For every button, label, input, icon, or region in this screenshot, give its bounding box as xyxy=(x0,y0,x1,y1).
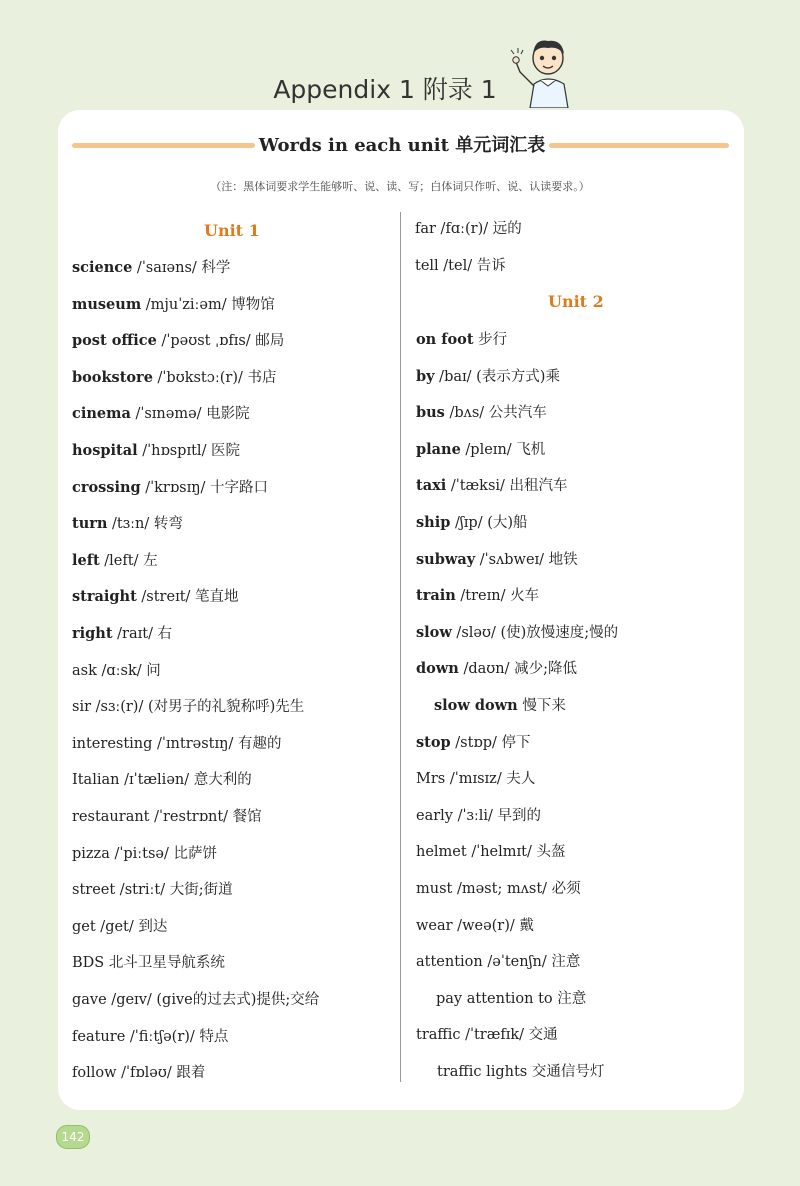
vocab-definition: /ʃɪp/ (大)船 xyxy=(450,515,528,531)
vocab-word: must xyxy=(416,881,453,897)
vocab-word: Mrs xyxy=(416,771,446,788)
vocab-entry xyxy=(416,477,568,495)
vocab-definition: /ˈfiːtʃə(r)/ 特点 xyxy=(125,1028,229,1045)
vocab-definition: /əˈtenʃn/ 注意 xyxy=(482,954,581,971)
vocab-word: plane xyxy=(416,440,461,458)
vocab-entry xyxy=(416,843,565,861)
vocab-entry xyxy=(415,257,506,275)
vocab-word: early xyxy=(416,807,453,824)
vocab-definition: /ˈhelmɪt/ 头盔 xyxy=(466,844,566,861)
vocab-word: bookstore xyxy=(72,368,153,386)
vocab-word: museum xyxy=(72,295,142,313)
vocab-definition: /geɪv/ (give的过去式)提供;交给 xyxy=(106,992,320,1008)
vocab-word: get xyxy=(72,918,96,935)
vocab-entry xyxy=(416,587,539,605)
vocab-definition: /ˈɪntrəstɪŋ/ 有趣的 xyxy=(152,735,282,752)
vocab-definition: /tɜːn/ 转弯 xyxy=(107,516,183,533)
vocab-definition: /get/ 到达 xyxy=(95,918,168,935)
vocab-definition: /ˈɜːli/ 早到的 xyxy=(453,807,542,824)
vocab-word: traffic lights xyxy=(437,1064,528,1080)
vocab-entry xyxy=(416,770,535,788)
unit-heading: Unit 1 xyxy=(204,221,260,240)
vocab-definition: /tel/ 告诉 xyxy=(438,258,506,274)
vocab-word: far xyxy=(415,221,436,237)
vocab-entry xyxy=(437,1063,604,1081)
vocab-definition: 注意 xyxy=(552,990,587,1007)
vocab-word: straight xyxy=(72,588,137,606)
vocab-definition: /məst; mʌst/ 必须 xyxy=(452,881,581,897)
vocab-definition: /ˈsaɪəns/ 科学 xyxy=(132,260,231,276)
vocab-definition: 慢下来 xyxy=(517,698,566,714)
vocab-word: slow xyxy=(416,623,452,641)
section-title: Words in each unit 单元词汇表 xyxy=(258,135,546,156)
vocab-entry xyxy=(416,624,618,642)
vocab-word: down xyxy=(416,660,459,678)
vocab-entry xyxy=(416,880,581,898)
vocab-definition: /fɑː(r)/ 远的 xyxy=(435,221,522,237)
vocab-entry xyxy=(416,368,560,386)
vocab-word: traffic xyxy=(416,1027,461,1044)
page-title: Appendix 1 附录 1 xyxy=(273,75,497,104)
vocab-definition: /ˈpəʊst ˌɒfɪs/ 邮局 xyxy=(156,333,285,350)
vocab-word: pizza xyxy=(72,845,110,862)
vocab-word: wear xyxy=(416,917,453,934)
vocab-entry xyxy=(416,953,580,971)
vocab-definition: /ɪˈtæliən/ 意大利的 xyxy=(119,772,252,789)
vocab-definition: /sləʊ/ (使)放慢速度;慢的 xyxy=(451,624,619,641)
vocab-definition: /sɜː(r)/ (对男子的礼貌称呼)先生 xyxy=(91,699,305,716)
vocab-definition: /ˈtæksi/ 出租汽车 xyxy=(446,478,568,495)
vocab-word: slow down xyxy=(434,697,518,714)
vocab-entry xyxy=(416,514,528,532)
vocab-definition: /ˈrestrɒnt/ 餐馆 xyxy=(149,809,262,825)
vocab-definition: /stɒp/ 停下 xyxy=(450,734,531,751)
vocab-entry xyxy=(415,220,522,238)
vocab-definition: /ˈsʌbweɪ/ 地铁 xyxy=(475,551,578,568)
vocab-entry xyxy=(416,551,578,569)
vocab-word: turn xyxy=(72,515,108,533)
vocab-word: attention xyxy=(416,954,483,971)
vocab-word: pay attention to xyxy=(436,990,553,1007)
vocab-definition: /ˈbʊkstɔː(r)/ 书店 xyxy=(152,369,277,386)
vocab-word: follow xyxy=(72,1065,117,1082)
vocab-word: ship xyxy=(416,514,451,531)
vocab-word: Italian xyxy=(72,772,120,789)
vocab-definition: /ˈfɒləʊ/ 跟着 xyxy=(116,1065,206,1082)
vocab-entry xyxy=(416,660,577,678)
vocab-word: train xyxy=(416,587,456,605)
vocab-word: hospital xyxy=(72,442,138,459)
vocab-definition: /ˈsɪnəmə/ 电影院 xyxy=(130,406,250,423)
vocab-word: stop xyxy=(416,733,451,751)
vocab-word: by xyxy=(416,367,435,385)
unit-heading: Unit 2 xyxy=(548,292,604,311)
vocab-definition: /mjuˈziːəm/ 博物馆 xyxy=(141,296,275,313)
vocab-word: BDS xyxy=(72,955,105,972)
vocab-word: cinema xyxy=(72,405,131,423)
vocab-word: bus xyxy=(416,404,445,422)
vocab-word: tell xyxy=(415,258,439,274)
vocab-word: post office xyxy=(72,332,157,350)
vocab-word: gave xyxy=(72,992,107,1008)
vocab-entry xyxy=(436,990,586,1008)
vocab-definition: /ˈtræfɪk/ 交通 xyxy=(460,1027,558,1044)
vocab-definition: /raɪt/ 右 xyxy=(112,626,173,642)
vocab-definition: /ˈhɒspɪtl/ 医院 xyxy=(137,443,241,459)
vocab-definition: /weə(r)/ 戴 xyxy=(452,917,534,934)
vocab-definition: /treɪn/ 火车 xyxy=(455,588,540,605)
vocab-word: feature xyxy=(72,1028,126,1045)
vocab-entry xyxy=(416,331,507,349)
vocab-entry xyxy=(434,697,566,715)
vocab-entry xyxy=(416,807,541,825)
vocab-definition: /daʊn/ 减少;降低 xyxy=(458,661,577,678)
vocab-definition: /baɪ/ (表示方式)乘 xyxy=(434,368,560,385)
vocab-entry xyxy=(416,734,531,752)
vocab-definition: 北斗卫星导航系统 xyxy=(104,955,225,972)
vocab-definition: /ˈmɪsɪz/ 夫人 xyxy=(445,771,536,788)
vocab-word: street xyxy=(72,882,116,899)
vocab-entry xyxy=(416,1026,558,1044)
vocab-word: restaurant xyxy=(72,809,150,825)
vocab-entry xyxy=(416,404,547,422)
vocab-definition: /pleɪn/ 飞机 xyxy=(460,441,546,458)
vocab-definition: /ˈpiːtsə/ 比萨饼 xyxy=(109,845,217,862)
vocab-word: helmet xyxy=(416,844,467,861)
vocab-word: right xyxy=(72,625,113,642)
vocab-definition: /ˈkrɒsɪŋ/ 十字路口 xyxy=(140,479,269,496)
vocab-definition: /ɑːsk/ 问 xyxy=(96,662,161,679)
vocab-word: subway xyxy=(416,550,476,568)
vocab-word: ask xyxy=(72,662,97,679)
vocab-definition: /streɪt/ 笔直地 xyxy=(136,589,239,606)
vocab-word: taxi xyxy=(416,477,447,495)
vocab-entry xyxy=(416,917,534,935)
vocab-word: interesting xyxy=(72,735,153,752)
vocab-definition: 交通信号灯 xyxy=(527,1064,605,1080)
usage-note: （注：黑体词要求学生能够听、说、读、写；白体词只作听、说、认读要求。） xyxy=(210,180,590,193)
page-number: 142 xyxy=(56,1125,90,1149)
vocab-word: crossing xyxy=(72,478,141,496)
vocab-definition: 步行 xyxy=(473,332,508,348)
vocab-word: science xyxy=(72,259,133,276)
vocab-definition: /striːt/ 大街;街道 xyxy=(115,882,233,899)
vocab-word: left xyxy=(72,551,100,569)
vocab-definition: /bʌs/ 公共汽车 xyxy=(444,405,547,422)
vocab-entry xyxy=(416,441,545,459)
vocab-definition: /left/ 左 xyxy=(99,552,158,569)
vocab-word: on foot xyxy=(416,331,474,348)
vocab-word: sir xyxy=(72,699,92,716)
